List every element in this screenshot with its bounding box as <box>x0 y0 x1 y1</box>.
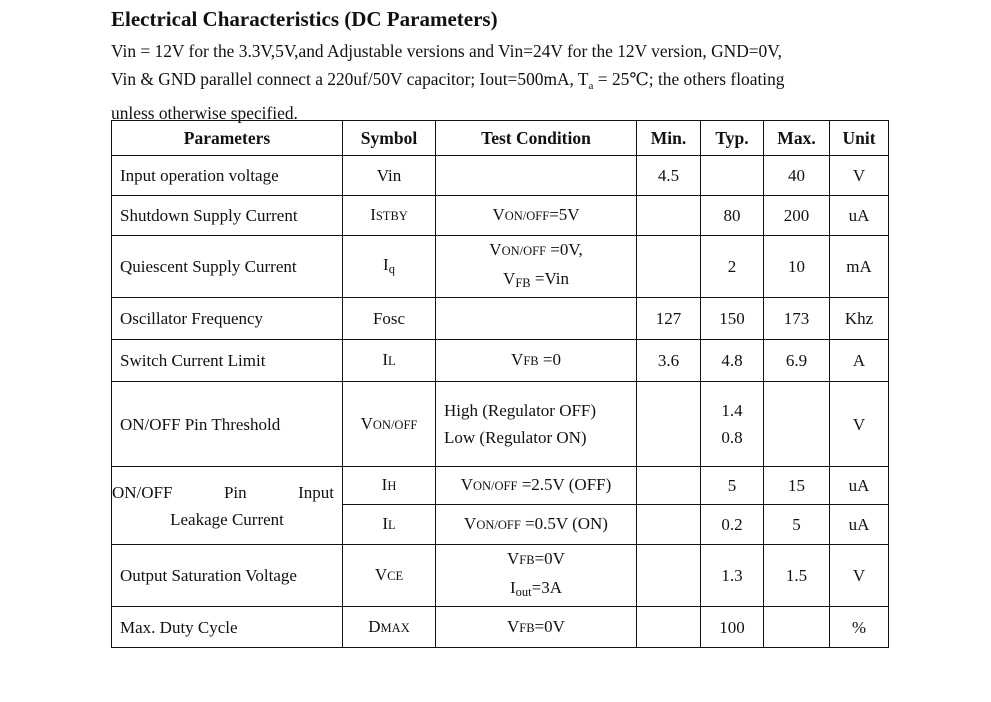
param-cell <box>112 467 343 545</box>
header-symbol: Symbol <box>343 121 436 156</box>
max-cell: 6.9 <box>764 340 830 382</box>
max-cell: 5 <box>764 505 830 545</box>
symbol-cell: Fosc <box>343 298 436 340</box>
cond-main: V <box>460 475 473 494</box>
table-row <box>112 236 889 298</box>
cond-main: V <box>507 549 520 568</box>
unit-cell: V <box>830 382 889 467</box>
cond-sub: FB <box>515 276 531 290</box>
symbol-cell <box>343 196 436 236</box>
dc-parameters-table <box>111 120 889 648</box>
cond-small: ON/OFF <box>476 518 521 532</box>
typ-cell <box>701 382 764 467</box>
typ-cell: 4.8 <box>701 340 764 382</box>
symbol-main: I <box>370 205 376 224</box>
desc-line-3: unless otherwise specified. <box>111 103 298 123</box>
typ-cell: 5 <box>701 467 764 505</box>
max-cell: 10 <box>764 236 830 298</box>
table-row <box>112 298 889 340</box>
cond-line-2 <box>436 574 636 606</box>
desc-line-2-post: = 25℃; the others floating <box>593 68 785 89</box>
table-row <box>112 467 889 505</box>
unit-cell: uA <box>830 196 889 236</box>
symbol-cell <box>343 607 436 648</box>
desc-line-2-pre: Vin & GND parallel connect a 220uf/50V capacitor; Iout=500mA, T <box>111 68 589 89</box>
typ-cell: 100 <box>701 607 764 648</box>
table-row <box>112 156 889 196</box>
min-cell <box>637 196 701 236</box>
table-row <box>112 607 889 648</box>
cond-line-2 <box>436 265 636 297</box>
min-cell <box>637 382 701 467</box>
cond-sub: out <box>515 585 532 599</box>
typ-cell: 1.3 <box>701 545 764 607</box>
param-word: ON/OFF <box>112 482 173 502</box>
param-word: Input <box>298 482 334 502</box>
condition-cell <box>436 156 637 196</box>
symbol-main: I <box>382 350 389 369</box>
table-row <box>112 382 889 467</box>
typ-cell <box>701 156 764 196</box>
symbol-cell: Vin <box>343 156 436 196</box>
header-parameters: Parameters <box>112 121 343 156</box>
condition-cell <box>436 196 637 236</box>
cond-rest: =Vin <box>530 269 569 288</box>
unit-cell: A <box>830 340 889 382</box>
typ-cell: 150 <box>701 298 764 340</box>
symbol-main: D <box>368 616 381 636</box>
table-row <box>112 196 889 236</box>
cond-line-1: High (Regulator OFF) <box>444 401 597 420</box>
cond-main: V <box>511 350 524 369</box>
unit-cell: Khz <box>830 298 889 340</box>
cond-small: ON/OFF <box>504 209 550 223</box>
typ-cell: 0.2 <box>701 505 764 545</box>
table-row <box>112 340 889 382</box>
param-cell: Input operation voltage <box>112 156 343 196</box>
cond-small: ON/OFF <box>501 244 547 258</box>
cond-line-1 <box>436 545 636 574</box>
max-cell: 1.5 <box>764 545 830 607</box>
section-title: Electrical Characteristics (DC Parameters) <box>111 7 498 31</box>
symbol-main: I <box>383 254 389 274</box>
unit-cell: V <box>830 156 889 196</box>
condition-cell <box>436 236 637 298</box>
symbol-small: L <box>388 354 396 368</box>
param-cell: ON/OFF Pin Threshold <box>112 382 343 467</box>
condition-cell <box>436 467 637 505</box>
desc-line-2 <box>111 66 911 101</box>
min-cell <box>637 545 701 607</box>
symbol-main: I <box>381 475 388 494</box>
cond-rest: =0V, <box>546 240 583 259</box>
condition-cell <box>436 298 637 340</box>
cond-main: V <box>507 616 520 636</box>
max-cell <box>764 382 830 467</box>
symbol-cell <box>343 545 436 607</box>
symbol-main: V <box>360 413 373 433</box>
symbol-cell <box>343 382 436 467</box>
condition-cell <box>436 505 637 545</box>
min-cell <box>637 607 701 648</box>
unit-cell: mA <box>830 236 889 298</box>
max-cell: 200 <box>764 196 830 236</box>
param-line-1 <box>112 479 342 506</box>
cond-main: V <box>489 240 502 259</box>
max-cell: 40 <box>764 156 830 196</box>
condition-cell <box>436 382 637 467</box>
symbol-small: STBY <box>375 209 408 223</box>
cond-small: FB <box>519 553 535 567</box>
symbol-small: H <box>387 479 397 493</box>
param-line-2: Leakage Current <box>170 509 284 529</box>
desc-line-1: Vin = 12V for the 3.3V,5V,and Adjustable versions and Vin=24V for the 12V version, GND=0V, <box>111 41 782 61</box>
param-cell: Max. Duty Cycle <box>112 607 343 648</box>
max-cell: 173 <box>764 298 830 340</box>
cond-main: I <box>509 578 516 597</box>
typ-line-2: 0.8 <box>721 428 743 447</box>
typ-cell: 2 <box>701 236 764 298</box>
symbol-main: V <box>374 565 388 584</box>
condition-cell <box>436 340 637 382</box>
cond-main: V <box>503 269 516 288</box>
cond-line-1 <box>436 236 636 265</box>
unit-cell: uA <box>830 467 889 505</box>
unit-cell: V <box>830 545 889 607</box>
min-cell: 4.5 <box>637 156 701 196</box>
symbol-sub: q <box>388 261 395 276</box>
param-cell: Switch Current Limit <box>112 340 343 382</box>
cond-rest: =0 <box>538 350 561 369</box>
param-word: Pin <box>223 482 247 502</box>
header-min: Min. <box>637 121 701 156</box>
param-cell: Quiescent Supply Current <box>112 236 343 298</box>
max-cell <box>764 607 830 648</box>
unit-cell: % <box>830 607 889 648</box>
condition-cell <box>436 545 637 607</box>
typ-line-1: 1.4 <box>721 401 743 420</box>
param-cell: Oscillator Frequency <box>112 298 343 340</box>
test-conditions-description <box>111 38 911 128</box>
header-max: Max. <box>764 121 830 156</box>
min-cell: 127 <box>637 298 701 340</box>
symbol-cell <box>343 505 436 545</box>
cond-small: ON/OFF <box>472 479 518 493</box>
header-unit: Unit <box>830 121 889 156</box>
symbol-small: MAX <box>380 620 410 635</box>
max-cell: 15 <box>764 467 830 505</box>
cond-rest: =2.5V (OFF) <box>517 475 612 494</box>
table-header-row <box>112 121 889 156</box>
header-test-condition: Test Condition <box>436 121 637 156</box>
param-cell: Shutdown Supply Current <box>112 196 343 236</box>
cond-rest: =5V <box>549 205 580 224</box>
typ-cell: 80 <box>701 196 764 236</box>
cond-rest: =0V <box>534 549 565 568</box>
min-cell <box>637 505 701 545</box>
condition-cell <box>436 607 637 648</box>
param-cell: Output Saturation Voltage <box>112 545 343 607</box>
min-cell <box>637 467 701 505</box>
cond-rest: =0.5V (ON) <box>520 514 608 533</box>
cond-main: V <box>492 205 505 224</box>
symbol-cell <box>343 467 436 505</box>
min-cell: 3.6 <box>637 340 701 382</box>
header-typ: Typ. <box>701 121 764 156</box>
unit-cell: uA <box>830 505 889 545</box>
symbol-cell <box>343 340 436 382</box>
symbol-cell <box>343 236 436 298</box>
table-row <box>112 545 889 607</box>
cond-rest: =0V <box>534 616 565 636</box>
symbol-main: I <box>382 514 389 533</box>
desc-line-2-sub: a <box>588 79 594 92</box>
cond-small: FB <box>523 354 539 368</box>
symbol-small: L <box>388 518 396 532</box>
cond-main: V <box>464 514 477 533</box>
symbol-small: ON/OFF <box>372 417 418 432</box>
cond-small: FB <box>519 620 535 635</box>
cond-rest: =3A <box>531 578 563 597</box>
cond-line-2: Low (Regulator ON) <box>444 428 587 447</box>
symbol-small: CE <box>387 569 404 583</box>
min-cell <box>637 236 701 298</box>
